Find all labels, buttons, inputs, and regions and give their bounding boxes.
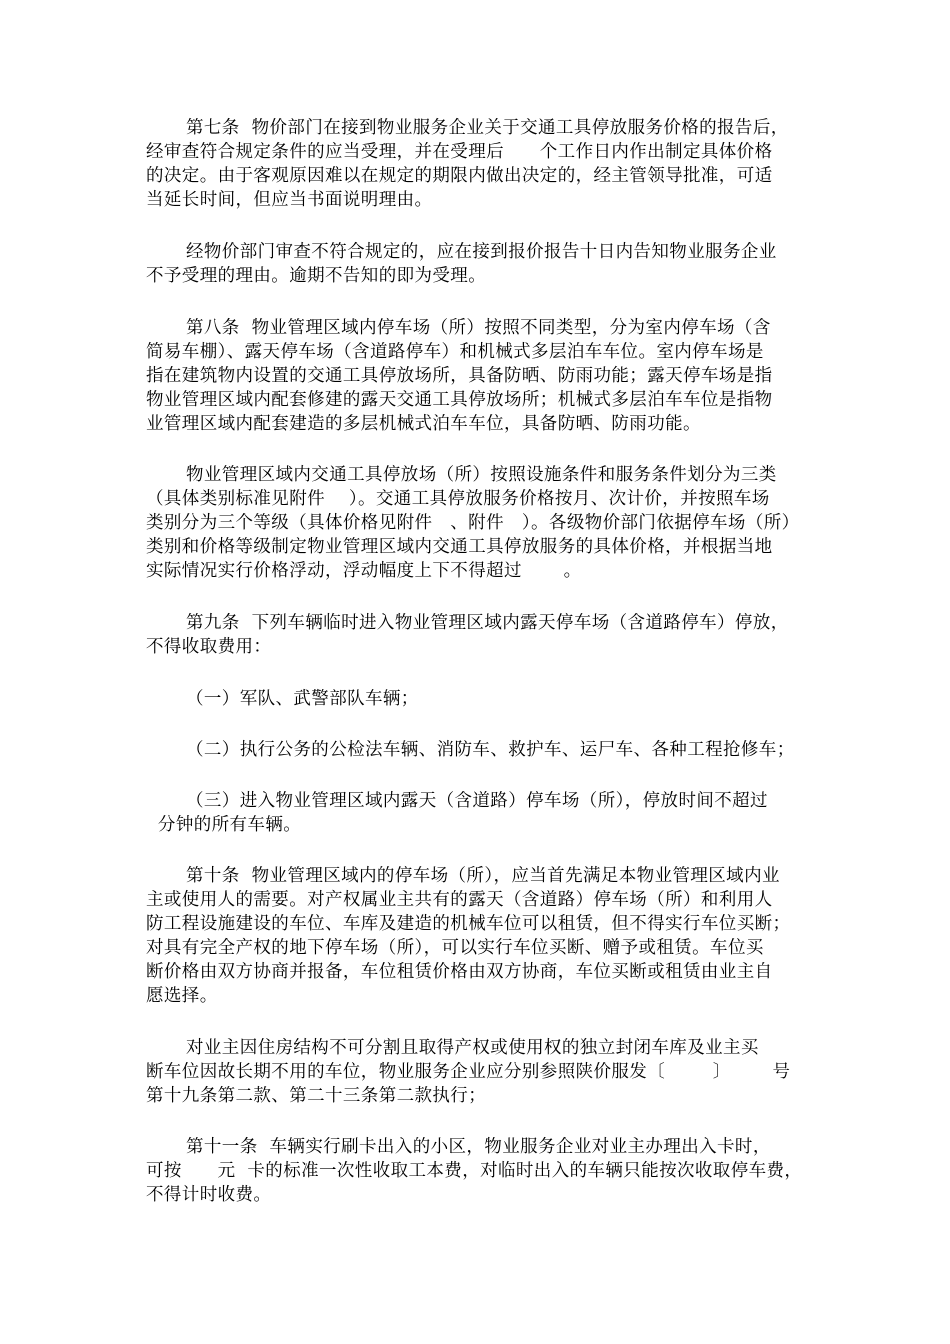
text-line: （二）执行公务的公检法车辆、消防车、救护车、运尸车、各种工程抢修车； [186, 740, 795, 760]
text-line: 第八条 物业管理区域内停车场（所）按照不同类型，分为室内停车场（含 [186, 318, 771, 338]
text-line: 实际情况实行价格浮动，浮动幅度上下不得超过 。 [146, 561, 582, 581]
text-line: 指在建筑物内设置的交通工具停放场所，具备防晒、防雨功能；露天停车场是指 [146, 366, 773, 386]
text-line: 断车位因故长期不用的车位，物业服务企业应分别参照陕价服发〔 〕 号 [146, 1062, 791, 1082]
text-line: 第十条 物业管理区域内的停车场（所），应当首先满足本物业管理区域内业 [186, 866, 780, 886]
text-line: 愿选择。 [146, 986, 218, 1006]
text-line: （具体类别标准见附件 ）。交通工具停放服务价格按月、次计价，并按照车场 [146, 489, 770, 509]
text-line: 不得收取费用： [146, 637, 272, 657]
text-line: 类别和价格等级制定物业管理区域内交通工具停放服务的具体价格，并根据当地 [146, 537, 773, 557]
text-line: 不予受理的理由。逾期不告知的即为受理。 [146, 266, 487, 286]
text-line: 主或使用人的需要。对产权属业主共有的露天（含道路）停车场（所）和利用人 [146, 890, 773, 910]
text-line: 的决定。由于客观原因难以在规定的期限内做出决定的，经主管领导批准，可适 [146, 166, 773, 186]
text-line: 第九条 下列车辆临时进入物业管理区域内露天停车场（含道路停车）停放， [186, 613, 789, 633]
text-line: 物业管理区域内配套修建的露天交通工具停放场所；机械式多层泊车车位是指物 [146, 390, 773, 410]
text-line: 经物价部门审查不符合规定的，应在接到报价报告十日内告知物业服务企业 [186, 242, 777, 262]
text-line: 简易车棚）、露天停车场（含道路停车）和机械式多层泊车车位。室内停车场是 [146, 342, 764, 362]
text-line: 可按 元 卡的标准一次性收取工本费，对临时出入的车辆只能按次收取停车费， [146, 1161, 803, 1181]
text-line: 当延长时间，但应当书面说明理由。 [146, 190, 433, 210]
text-line: 第十九条第二款、第二十三条第二款执行； [146, 1086, 487, 1106]
text-line: 物业管理区域内交通工具停放场（所）按照设施条件和服务条件划分为三类 [186, 465, 777, 485]
text-line: 断价格由双方协商并报备，车位租赁价格由双方协商，车位买断或租赁由业主自 [146, 962, 773, 982]
text-line: 对业主因住房结构不可分割且取得产权或使用权的独立封闭车库及业主买 [186, 1038, 759, 1058]
text-line: 第七条 物价部门在接到物业服务企业关于交通工具停放服务价格的报告后， [186, 118, 789, 138]
text-line: 第十一条 车辆实行刷卡出入的小区，物业服务企业对业主办理出入卡时， [186, 1137, 771, 1157]
text-line: 业管理区域内配套建造的多层机械式泊车车位，具备防晒、防雨功能。 [146, 414, 701, 434]
text-line: 类别分为三个等级（具体价格见附件 、附件 ）。各级物价部门依据停车场（所） [146, 513, 800, 533]
text-line: 对具有完全产权的地下停车场（所），可以实行车位买断、赠予或租赁。车位买 [146, 938, 764, 958]
text-line: （一）军队、武警部队车辆； [186, 689, 419, 709]
text-line: 分钟的所有车辆。 [146, 815, 302, 835]
text-line: 不得计时收费。 [146, 1185, 272, 1205]
text-line: 防工程设施建设的车位、车库及建造的机械车位可以租赁，但不得实行车位买断； [146, 914, 791, 934]
text-line: （三）进入物业管理区域内露天（含道路）停车场（所），停放时间不超过 [186, 791, 768, 811]
text-line: 经审查符合规定条件的应当受理，并在受理后 个工作日内作出制定具体价格 [146, 142, 773, 162]
